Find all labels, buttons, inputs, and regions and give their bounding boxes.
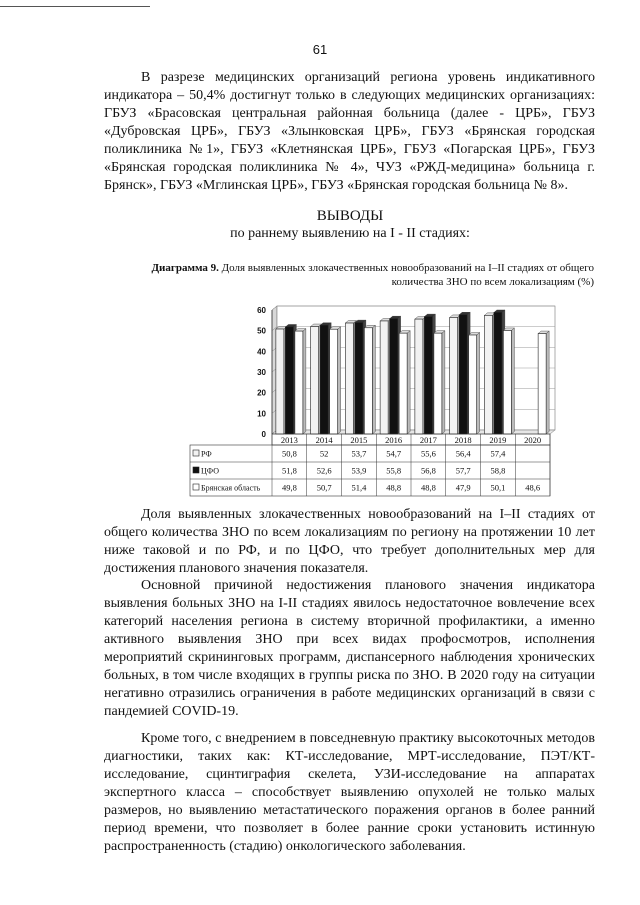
bar (390, 319, 398, 434)
x-category-label: 2019 (489, 435, 507, 445)
bar (285, 327, 293, 434)
data-label: 48,8 (386, 482, 402, 493)
top-rule (0, 6, 150, 7)
paragraph-diagnostics: Кроме того, с внедрением в повседневную практику высокоточных методов диагностики, таких как: КТ-исследование, МРТ-исследование, ПЭТ/КТ-исследование, сцинтиграфия скелета, УЗИ-исследование на аппаратах экспертного класса – способствует выявлению опухолей не только малых размеров, но выявлению метастатического поражения органов в более ранний период времени, что позволяет в более ранние сроки установить истинную распространенность (стадию) онкологического заболевания. (104, 731, 595, 854)
bar (538, 334, 546, 434)
bar (355, 323, 363, 434)
bar (320, 325, 328, 434)
y-tick-label: 50 (257, 326, 266, 336)
data-label: 50,1 (490, 482, 506, 493)
x-category-label: 2014 (315, 435, 333, 445)
data-label: 47,9 (455, 482, 471, 493)
chart-caption-text: Доля выявленных злокачественных новообразований на I–II стадиях от общего количества ЗНО по всем локализациям (%) (221, 262, 594, 288)
legend-swatch (193, 467, 199, 473)
x-category-label: 2016 (385, 435, 403, 445)
data-label: 51,8 (281, 465, 297, 476)
data-label: 56,8 (420, 465, 436, 476)
y-tick-label: 10 (257, 409, 266, 419)
bar-side (407, 331, 410, 434)
data-label: 57,4 (490, 448, 506, 459)
bar-side (546, 331, 549, 434)
data-label: 53,7 (351, 448, 367, 459)
data-label: 50,8 (281, 448, 297, 459)
section-subheading: по раннему выявлению на I - II стадиях: (230, 226, 470, 241)
bar (459, 315, 467, 434)
bar (345, 323, 353, 434)
data-label: 56,4 (455, 448, 471, 459)
y-tick-label: 20 (257, 388, 266, 398)
data-label: 55,8 (386, 465, 402, 476)
x-category-label: 2013 (280, 435, 298, 445)
chart-svg (150, 300, 570, 500)
legend-swatch (193, 450, 199, 456)
bar-side (511, 328, 514, 434)
section-heading: ВЫВОДЫ (316, 208, 384, 224)
bar (380, 321, 388, 434)
data-label: 54,7 (386, 448, 402, 459)
bar (415, 319, 423, 434)
page-number: 61 (312, 42, 328, 57)
y-tick-label: 60 (257, 306, 266, 315)
intro-paragraph: В разрезе медицинских организаций региона уровень индикативного индикатора – 50,4% достигнут только в следующих медицинских организациях: ГБУЗ «Брасовская центральная районная больница (далее - ЦРБ», ГБУЗ «Дубровская ЦРБ», ГБУЗ «Злынковская ЦРБ», ГБУЗ «Брянская городская поликлиника №1», ГБУЗ «Клетнянская ЦРБ», ГБУЗ «Погарская ЦРБ», ГБУЗ «Брянская городская поликлиника № 4», ЧУЗ «РЖД-медицина» больница г. Брянск», ГБУЗ «Мглинская ЦРБ», ГБУЗ «Брянская городская больница № 8». (104, 70, 595, 193)
bar (399, 333, 407, 434)
data-label: 57,7 (455, 465, 471, 476)
paragraph-cause: Основной причиной недостижения планового значения индикатора выявления больных ЗНО на I-II стадиях явилось недостаточное вовлечение всех категорий населения региона в систему вторичной профилактики, а именно активного выявления ЗНО при всех видах профосмотров, исполнения мероприятий скрининговых программ, диспансерного наблюдения хронических больных, в том числе входящих в группы риска по ЗНО. В 2020 году на ситуации негативно отразились ограничения в работе медицинских организаций в связи с пандемией COVID-19. (104, 578, 595, 719)
bar (484, 315, 492, 434)
data-label: 50,7 (316, 482, 332, 493)
bar (295, 331, 303, 434)
legend-label: РФ (201, 449, 212, 459)
data-label: 48,6 (525, 482, 541, 493)
legend-swatch (193, 484, 199, 490)
bar (276, 329, 284, 434)
data-label: 51,4 (351, 482, 367, 493)
data-label: 55,6 (420, 448, 436, 459)
bar (434, 333, 442, 434)
bar-side (338, 327, 341, 434)
bar (450, 317, 458, 434)
bar (330, 329, 338, 434)
bar (494, 312, 502, 434)
chart (150, 300, 570, 500)
bar-side (303, 329, 306, 434)
y-tick-label: 0 (261, 430, 266, 439)
bar-side (442, 331, 445, 434)
legend-label: ЦФО (201, 466, 219, 476)
legend-label: Брянская область (201, 483, 261, 493)
x-category-label: 2017 (419, 435, 437, 445)
x-category-label: 2015 (350, 435, 368, 445)
x-category-label: 2018 (454, 435, 472, 445)
data-label: 52,6 (316, 465, 332, 476)
y-tick-label: 30 (257, 368, 266, 377)
x-category-label: 2020 (524, 435, 542, 445)
y-tick-label: 40 (257, 347, 266, 357)
bar (424, 317, 432, 434)
chart-caption-label: Диаграмма 9. (151, 262, 219, 274)
bar (469, 335, 477, 434)
data-label: 49,8 (281, 482, 297, 493)
data-label: 52 (319, 448, 329, 459)
bar-side (477, 333, 480, 434)
paragraph-conclusion: Доля выявленных злокачественных новообразований на I–II стадиях от общего количества ЗНО по всем локализациям по региону на протяжении 10 лет ниже таковой и по РФ, и по ЦФО, что требует дополнительных мер для достижения планового значения показателя. (104, 507, 595, 576)
bar-side (372, 325, 375, 434)
chart-caption (120, 261, 594, 289)
data-label: 53,9 (351, 465, 367, 476)
bar (364, 328, 372, 434)
bar (311, 327, 319, 434)
bar (503, 330, 511, 434)
data-label: 58,8 (490, 465, 506, 476)
data-label: 48,8 (420, 482, 436, 493)
